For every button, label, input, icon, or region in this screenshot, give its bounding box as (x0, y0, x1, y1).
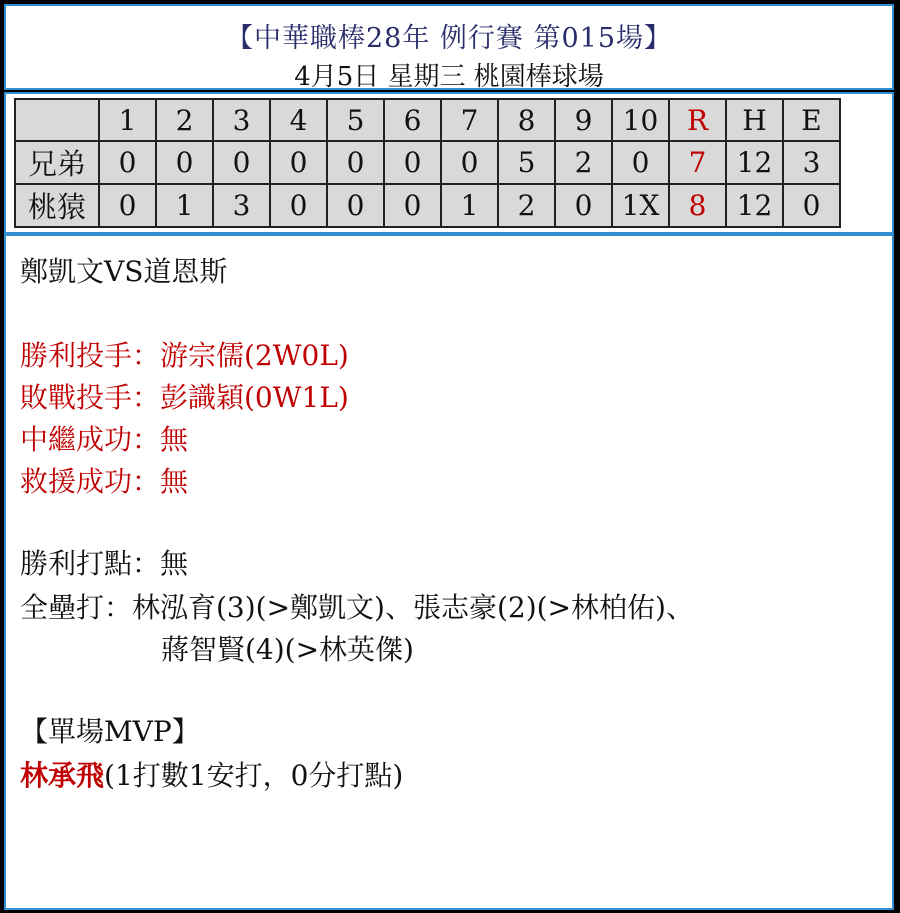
header-cell-runs: R (669, 99, 726, 141)
header-cell: 6 (384, 99, 441, 141)
header-cell: 4 (270, 99, 327, 141)
linescore-table (14, 98, 841, 228)
inning-cell: 0 (99, 184, 156, 227)
inning-cell: 0 (555, 184, 612, 227)
team-name: 兄弟 (15, 141, 99, 184)
header-cell: 3 (213, 99, 270, 141)
inning-cell: 2 (498, 184, 555, 227)
mvp-stats: (1打數1安打，0分打點) (104, 759, 404, 792)
home-runs-cont: 蔣智賢(4)(>林英傑) (161, 633, 414, 666)
mvp-name: 林承飛 (20, 759, 105, 792)
header-cell: 9 (555, 99, 612, 141)
header-cell: 7 (441, 99, 498, 141)
inning-cell: 0 (270, 184, 327, 227)
header-cell: 10 (612, 99, 669, 141)
header-cell: 1 (99, 99, 156, 141)
runs-cell: 7 (669, 141, 726, 184)
inning-cell: 1 (156, 184, 213, 227)
inning-cell: 1 (441, 184, 498, 227)
hits-cell: 12 (726, 141, 783, 184)
hits-cell: 12 (726, 184, 783, 227)
header-cell: 5 (327, 99, 384, 141)
game-title: 【中華職棒28年 例行賽 第015場】 (225, 23, 673, 54)
inning-cell: 1X (612, 184, 669, 227)
inning-cell: 0 (327, 141, 384, 184)
inning-cell: 0 (612, 141, 669, 184)
inning-cell: 0 (384, 184, 441, 227)
inning-cell: 0 (213, 141, 270, 184)
game-summary (4, 234, 894, 910)
header-cell-errors: E (783, 99, 840, 141)
save-record: 救援成功：無 (20, 465, 189, 498)
game-header (4, 4, 894, 90)
team-name: 桃猿 (15, 184, 99, 227)
inning-cell: 5 (498, 141, 555, 184)
linescore-row-away (15, 141, 840, 184)
scoreboard (4, 92, 894, 234)
losing-pitcher: 敗戰投手：彭識穎(0W1L) (20, 381, 349, 414)
runs-cell: 8 (669, 184, 726, 227)
inning-cell: 0 (327, 184, 384, 227)
header-cell: 8 (498, 99, 555, 141)
errors-cell: 3 (783, 141, 840, 184)
header-cell: 2 (156, 99, 213, 141)
winning-rbi: 勝利打點：無 (20, 547, 189, 580)
home-runs: 全壘打：林泓育(3)(>鄭凱文)、張志豪(2)(>林柏佑)、 (20, 591, 694, 624)
mvp-line (20, 754, 403, 794)
linescore-header-row (15, 99, 840, 141)
inning-cell: 2 (555, 141, 612, 184)
inning-cell: 0 (270, 141, 327, 184)
inning-cell: 0 (156, 141, 213, 184)
inning-cell: 3 (213, 184, 270, 227)
inning-cell: 0 (99, 141, 156, 184)
mvp-title: 【單場MVP】 (20, 715, 200, 748)
winning-pitcher: 勝利投手：游宗儒(2W0L) (20, 339, 349, 372)
header-cell (15, 99, 99, 141)
game-date-venue: 4月5日 星期三 桃園棒球場 (294, 62, 604, 92)
inning-cell: 0 (441, 141, 498, 184)
starting-pitchers: 鄭凱文VS道恩斯 (20, 255, 228, 288)
linescore-row-home (15, 184, 840, 227)
header-cell-hits: H (726, 99, 783, 141)
errors-cell: 0 (783, 184, 840, 227)
inning-cell: 0 (384, 141, 441, 184)
hold-record: 中繼成功：無 (20, 423, 189, 456)
